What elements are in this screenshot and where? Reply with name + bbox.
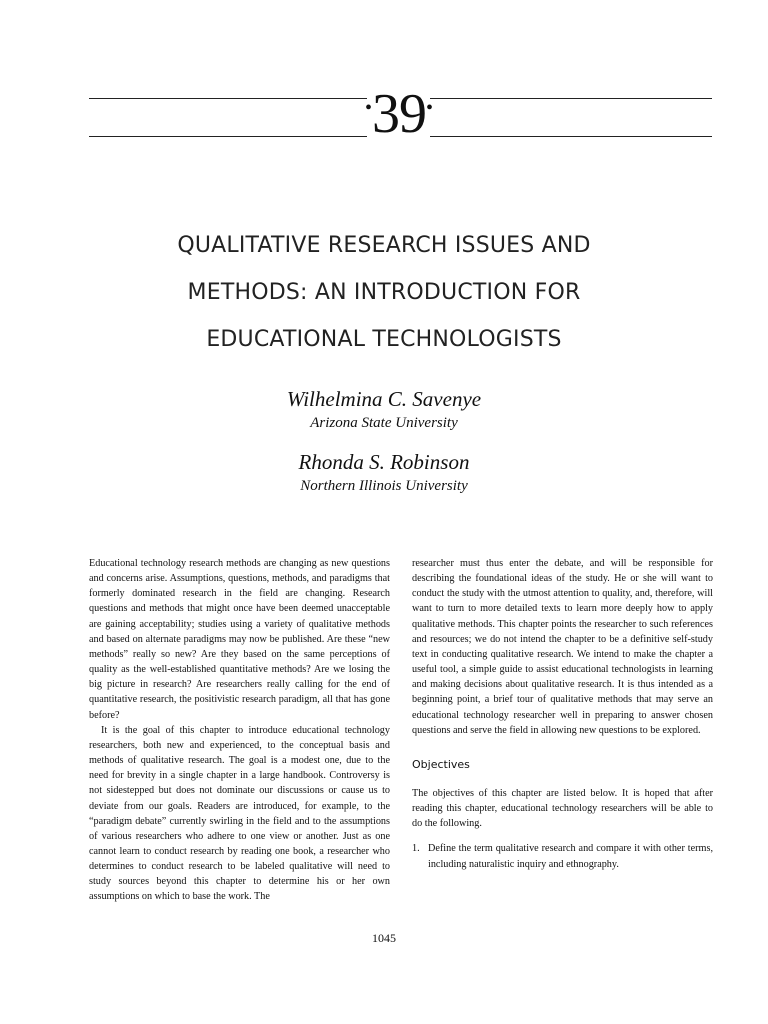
chapter-title-line: EDUCATIONAL TECHNOLOGISTS	[206, 327, 562, 352]
ornament-dot-icon: •	[426, 97, 434, 119]
header-rule	[430, 98, 712, 99]
author-affiliation: Northern Illinois University	[300, 478, 468, 494]
chapter-title-line: QUALITATIVE RESEARCH ISSUES AND	[177, 233, 591, 258]
header-rule	[89, 136, 367, 137]
chapter-header	[89, 83, 712, 145]
chapter-title-line: METHODS: AN INTRODUCTION FOR	[187, 280, 581, 305]
body-paragraph: It is the goal of this chapter to introduce educational technology researchers, both new and experienced, to the conceptual basis and methods of qualitative research. The goal is a modest one, due to the need for brevity in a single chapter in a large handbook. Controversy is not sidestepped but does not dominate our discussions or cause us to deviate from our goals. Readers are introduced, for example, to the “paradigm debate” currently swirling in the field and to the assumptions of various researchers who adhere to one view or another. Just as one cannot learn to conduct research by reading one book, a researcher who determines to conduct research to be labeled qualitative will need to study sources beyond this chapter to determine his or her own assumptions on which to base the work. The	[89, 724, 390, 903]
chapter-title	[100, 222, 668, 363]
list-number: 1.	[412, 843, 420, 855]
left-column	[89, 556, 390, 905]
right-column	[412, 556, 713, 872]
ornament-dot-icon: •	[364, 97, 372, 119]
header-rule	[89, 98, 367, 99]
list-item	[412, 841, 713, 871]
body-paragraph: Educational technology research methods are changing as new questions and concerns arise. Assumptions, questions, methods, and paradigms that formerly dominated research in the field are changing. Research questions and methods that might once have been deemed unacceptable are gaining acceptability; studies using a variety of qualitative methods and based on alternate paradigms may now be published. Are these “new methods” really so new? Are they based on the same perceptions of quality as the well-established quantitative methods? Are we losing the big picture in research? Are researchers really calling for the end of quantitative research, the positivistic research paradigm, all that has gone before?	[89, 558, 390, 721]
author-name: Wilhelmina C. Savenye	[286, 387, 482, 411]
page-number: 1045	[372, 931, 396, 945]
list-text: Define the term qualitative research and compare it with other terms, including naturalistic inquiry and ethnography.	[428, 843, 713, 870]
body-paragraph: researcher must thus enter the debate, and will be responsible for describing the foundational ideas of the study. He or she will want to conduct the study with the utmost attention to quality, and, therefore, will want to turn to more detailed texts to learn more deeply how to apply qualitative methods. This chapter points the researcher to such references and resources; we do not intend the chapter to be a definitive self-study text in conducting qualitative research. We intend to make the chapter a useful tool, a simple guide to assist educational technologists in learning and making decisions about qualitative research. It is thus intended as a beginning point, a brief tour of qualitative methods that may serve an educational technology researcher well in preparing to answer chosen questions and serve the field in allowing new questions to be explored.	[412, 558, 713, 736]
objectives-intro: The objectives of this chapter are listed below. It is hoped that after reading this chapter, educational technology researchers will be able to do the following.	[412, 787, 713, 830]
author-name: Rhonda S. Robinson	[298, 450, 470, 474]
header-rule	[430, 136, 712, 137]
section-heading-objectives: Objectives	[412, 757, 470, 771]
chapter-number-block	[347, 84, 451, 144]
chapter-number: 39	[372, 83, 426, 145]
author-affiliation: Arizona State University	[310, 415, 458, 431]
